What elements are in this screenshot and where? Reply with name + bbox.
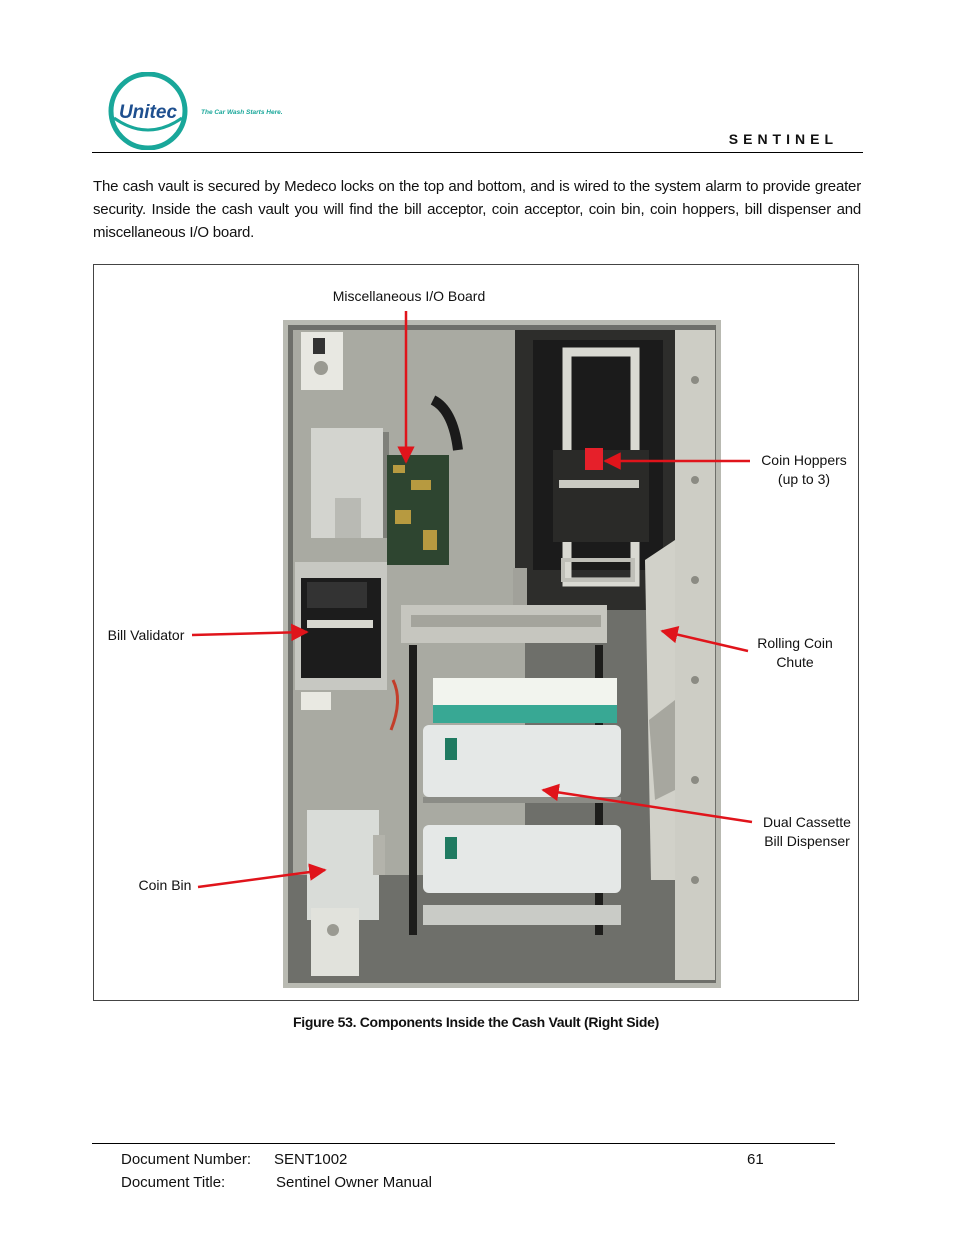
callout-io-board: Miscellaneous I/O Board <box>332 288 486 304</box>
intro-paragraph: The cash vault is secured by Medeco locks on the top and bottom, and is wired to the system alarm to provide greater security. Inside the cash vault you will find the bill acceptor, coin acceptor, coin bin, coin hoppers, bill dispenser and miscellaneous I/O board. <box>93 178 861 241</box>
logo-wordmark: Unitec <box>118 102 178 123</box>
logo-tagline: The Car Wash Starts Here. <box>201 109 283 116</box>
callout-rolling-coin-chute: Rolling Coin Chute <box>757 635 833 670</box>
cash-vault-photo <box>283 320 721 988</box>
doc-number-label: Document Number: <box>121 1151 252 1168</box>
header-title: SENTINEL <box>728 131 838 147</box>
callout-coin-bin: Coin Bin <box>138 877 192 893</box>
header-divider <box>92 152 863 153</box>
doc-title-label: Document Title: <box>121 1174 226 1191</box>
callout-dual-cassette: Dual Cassette Bill Dispenser <box>763 814 851 849</box>
doc-number: SENT1002 <box>274 1151 348 1168</box>
page-number: 61 <box>747 1151 764 1168</box>
callout-coin-hoppers: Coin Hoppers (up to 3) <box>761 452 847 487</box>
doc-title: Sentinel Owner Manual <box>276 1174 432 1191</box>
callout-bill-validator: Bill Validator <box>107 627 185 643</box>
footer-divider <box>92 1143 835 1144</box>
figure-caption: Figure 53. Components Inside the Cash Vault (Right Side) <box>293 1014 659 1030</box>
unitec-logo <box>108 72 298 150</box>
